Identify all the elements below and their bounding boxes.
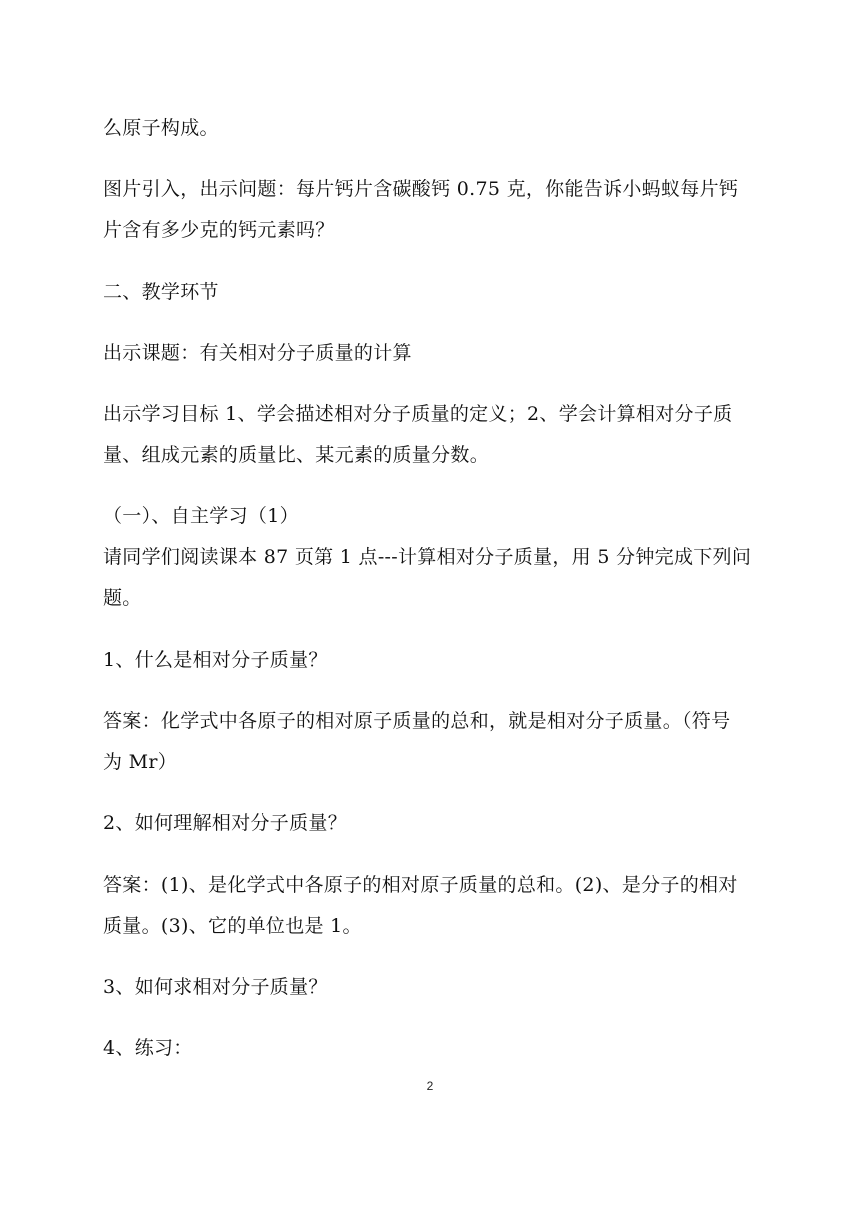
question-line: 3、如何求相对分子质量？ [103,976,328,998]
question-line: 1、什么是相对分子质量？ [103,649,328,671]
section-heading: 二、教学环节 [103,281,219,303]
text-line: 片含有多少克的钙元素吗？ [103,219,335,241]
answer-line: 答案：(1)、是化学式中各原子的相对原子质量的总和。(2)、是分子的相对 [103,874,738,896]
text-line: 请同学们阅读课本 87 页第 1 点---计算相对分子质量，用 5 分钟完成下列问 [103,546,752,568]
text-line: 量、组成元素的质量比、某元素的质量分数。 [103,444,490,466]
text-line: 题。 [103,587,142,609]
answer-line: 答案：化学式中各原子的相对原子质量的总和，就是相对分子质量。（符号 [103,710,731,732]
answer-line: 为 Mr） [103,751,178,773]
page-number: 2 [426,1079,434,1093]
subsection-heading: （一）、自主学习（1） [103,505,299,527]
text-line: 出示学习目标 1、学会描述相对分子质量的定义；2、学会计算相对分子质 [103,403,733,425]
text-line: 么原子构成。 [103,117,219,139]
text-line: 图片引入，出示问题：每片钙片含碳酸钙 0.75 克，你能告诉小蚂蚁每片钙 [103,178,739,200]
answer-line: 质量。(3)、它的单位也是 1。 [103,915,362,937]
exercise-line: 4、练习： [103,1037,193,1059]
question-line: 2、如何理解相对分子质量？ [103,812,347,834]
text-line: 出示课题：有关相对分子质量的计算 [103,342,412,364]
